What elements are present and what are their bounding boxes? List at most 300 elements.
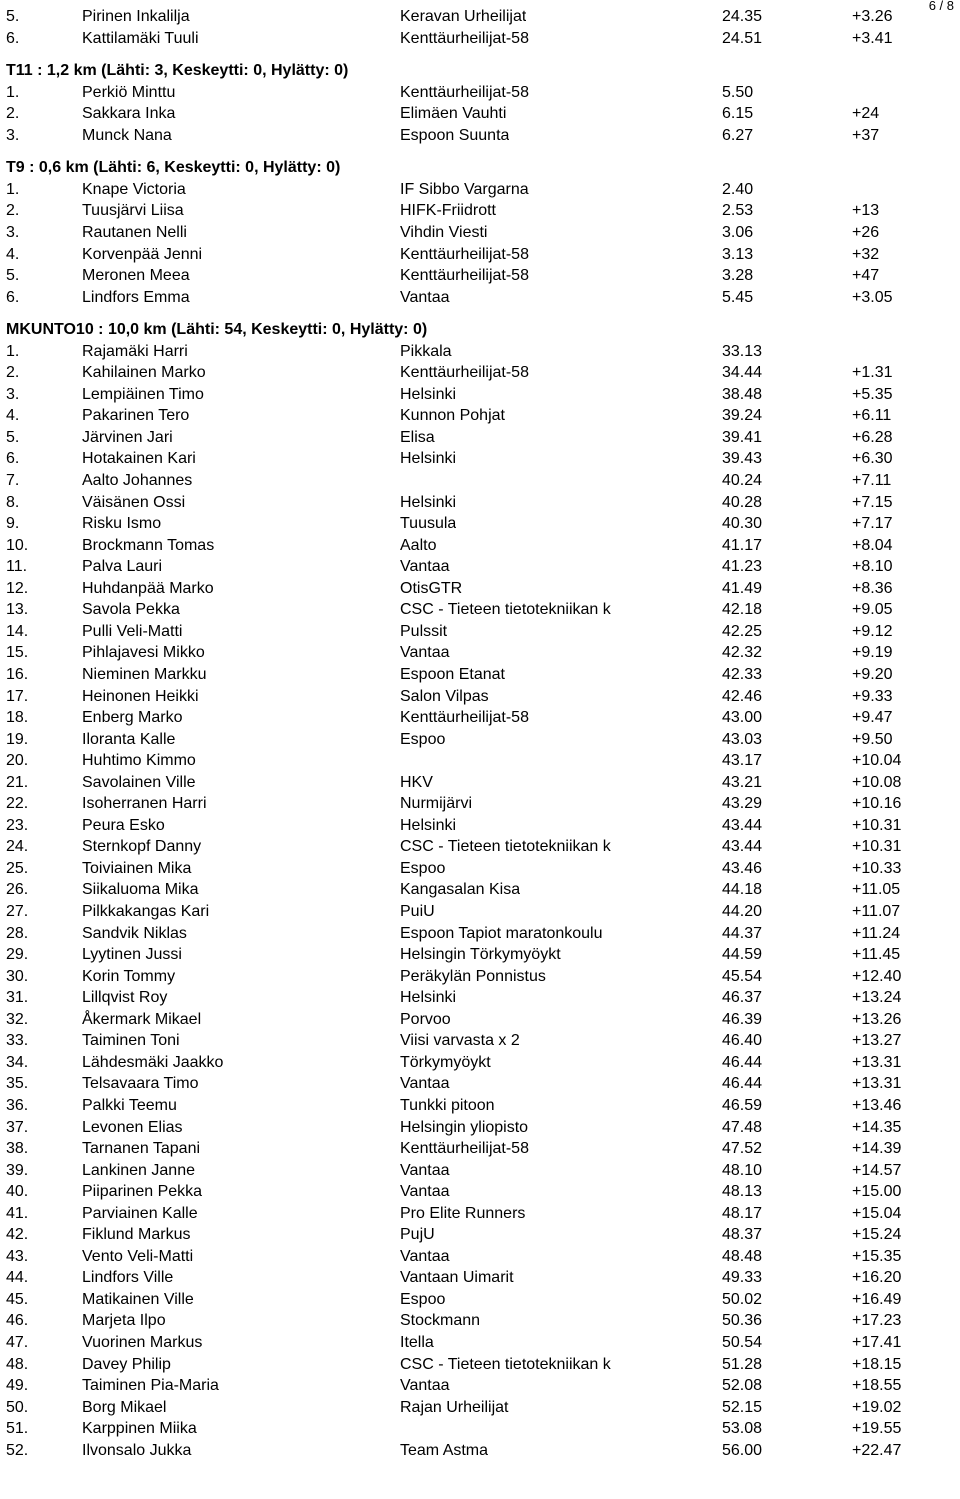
result-row (0, 967, 960, 989)
result-row (0, 1311, 960, 1333)
name-cell: Toiviainen Mika (82, 859, 192, 877)
rank-cell: 5. (6, 428, 20, 446)
name-cell: Aalto Johannes (82, 472, 193, 489)
result-row (0, 665, 960, 687)
club-cell: Vantaa (400, 1247, 450, 1265)
club-cell: Espoon Suunta (400, 126, 510, 144)
name-cell: Savolainen Ville (82, 773, 196, 791)
club-cell: Vantaa (400, 558, 450, 576)
rank-cell: 18. (6, 709, 29, 727)
name-cell: Knape Victoria (82, 180, 186, 198)
rank-cell: 4. (6, 407, 20, 425)
rank-cell: 3. (6, 385, 20, 403)
club-cell: Vihdin Viesti (400, 223, 488, 241)
club-cell: CSC - Tieteen tietotekniikan k (400, 1355, 611, 1373)
time-cell: 48.17 (722, 1204, 763, 1222)
diff-cell: +6.30 (852, 450, 893, 468)
name-cell: Pulli Veli-Matti (82, 622, 183, 640)
time-cell: 39.43 (722, 450, 763, 468)
diff-cell: +11.45 (852, 946, 901, 964)
club-cell: PuiU (400, 903, 435, 920)
diff-cell: +17.23 (852, 1312, 902, 1330)
result-row (0, 536, 960, 558)
time-cell: 47.52 (722, 1140, 763, 1158)
diff-cell: +9.50 (852, 730, 893, 748)
rank-cell: 11. (6, 558, 28, 576)
rank-cell: 45. (6, 1290, 29, 1308)
club-cell: Pikkala (400, 342, 452, 360)
name-cell: Lindfors Ville (82, 1269, 174, 1287)
name-cell: Levonen Elias (82, 1118, 183, 1136)
name-cell: Kattilamäki Tuuli (82, 29, 199, 47)
rank-cell: 9. (6, 515, 20, 533)
club-cell: Porvoo (400, 1010, 451, 1028)
club-cell: CSC - Tieteen tietotekniikan k (400, 838, 611, 856)
diff-cell: +10.33 (852, 859, 902, 877)
time-cell: 6.15 (722, 105, 754, 123)
name-cell: Vento Veli-Matti (82, 1247, 194, 1265)
name-cell: Munck Nana (82, 126, 172, 144)
club-cell: Tuusula (400, 515, 457, 533)
name-cell: Tarnanen Tapani (82, 1140, 201, 1158)
result-row (0, 924, 960, 946)
name-cell: Tuusjärvi Liisa (82, 202, 184, 220)
result-row (0, 245, 960, 267)
name-cell: Järvinen Jari (82, 428, 173, 446)
club-cell: Espoon Tapiot maratonkoulu (400, 924, 603, 942)
club-cell: CSC - Tieteen tietotekniikan k (400, 601, 611, 619)
diff-cell: +8.10 (852, 558, 893, 576)
diff-cell: +13.26 (852, 1010, 902, 1028)
result-row (0, 471, 960, 493)
name-cell: Lillqvist Roy (82, 989, 168, 1007)
name-cell: Korin Tommy (82, 967, 176, 985)
result-row (0, 1204, 960, 1226)
diff-cell: +13.24 (852, 989, 902, 1007)
rank-cell: 32. (6, 1010, 29, 1028)
name-cell: Iloranta Kalle (82, 730, 176, 748)
rank-cell: 43. (6, 1247, 29, 1265)
club-cell: Team Astma (400, 1441, 489, 1459)
club-cell: Aalto (400, 536, 437, 554)
time-cell: 46.44 (722, 1053, 763, 1071)
result-row (0, 29, 960, 51)
result-row (0, 514, 960, 536)
diff-cell: +32 (852, 245, 880, 263)
result-row (0, 1010, 960, 1032)
name-cell: Heinonen Heikki (82, 687, 199, 705)
result-row (0, 266, 960, 288)
result-row (0, 104, 960, 126)
club-cell: Espoo (400, 859, 446, 877)
name-cell: Huhtimo Kimmo (82, 752, 196, 770)
rank-cell: 2. (6, 202, 20, 220)
name-cell: Risku Ismo (82, 515, 162, 533)
time-cell: 6.27 (722, 126, 754, 144)
club-cell: Kenttäurheilijat-58 (400, 83, 529, 101)
time-cell: 39.24 (722, 407, 763, 425)
club-cell: Kenttäurheilijat-58 (400, 709, 529, 727)
diff-cell: +47 (852, 267, 880, 285)
club-cell: Peräkylän Ponnistus (400, 967, 546, 985)
time-cell: 48.48 (722, 1247, 763, 1265)
rank-cell: 47. (6, 1334, 29, 1351)
time-cell: 50.02 (722, 1290, 763, 1308)
result-row (0, 579, 960, 601)
name-cell: Huhdanpää Marko (82, 579, 214, 597)
result-row (0, 643, 960, 665)
club-cell: Espoon Etanat (400, 665, 505, 683)
diff-cell: +10.16 (852, 795, 902, 813)
name-cell: Savola Pekka (82, 601, 180, 619)
diff-cell: +1.31 (852, 364, 893, 382)
result-row (0, 816, 960, 838)
result-row (0, 1182, 960, 1204)
diff-cell: +15.35 (852, 1247, 902, 1265)
rank-cell: 51. (6, 1420, 29, 1438)
rank-cell: 44. (6, 1269, 29, 1287)
result-row (0, 180, 960, 202)
result-row (0, 1161, 960, 1183)
diff-cell: +3.05 (852, 288, 893, 306)
result-row (0, 83, 960, 105)
time-cell: 43.03 (722, 730, 763, 748)
time-cell: 42.33 (722, 665, 763, 683)
time-cell: 39.41 (722, 428, 763, 446)
diff-cell: +7.17 (852, 515, 893, 533)
diff-cell: +17.41 (852, 1334, 902, 1351)
club-cell: Stockmann (400, 1312, 481, 1330)
diff-cell: +18.15 (852, 1355, 902, 1373)
club-cell: Vantaa (400, 1075, 450, 1093)
club-cell: Helsingin Törkymyöykt (400, 946, 561, 964)
rank-cell: 37. (6, 1118, 29, 1136)
club-cell: Espoo (400, 1290, 446, 1308)
diff-cell: +19.02 (852, 1398, 902, 1416)
time-cell: 46.40 (722, 1032, 763, 1050)
rank-cell: 40. (6, 1183, 29, 1201)
name-cell: Isoherranen Harri (82, 795, 207, 813)
time-cell: 50.36 (722, 1312, 763, 1330)
name-cell: Sakkara Inka (82, 105, 176, 123)
time-cell: 51.28 (722, 1355, 763, 1373)
time-cell: 24.51 (722, 29, 763, 47)
rank-cell: 8. (6, 493, 20, 511)
diff-cell: +8.36 (852, 579, 893, 597)
diff-cell: +5.35 (852, 385, 893, 403)
diff-cell: +10.08 (852, 773, 902, 791)
diff-cell: +9.33 (852, 687, 893, 705)
rank-cell: 5. (6, 267, 20, 285)
name-cell: Fiklund Markus (82, 1226, 191, 1244)
diff-cell: +12.40 (852, 967, 902, 985)
rank-cell: 25. (6, 859, 29, 877)
diff-cell: +18.55 (852, 1377, 902, 1395)
time-cell: 43.44 (722, 816, 763, 834)
club-cell: Tunkki pitoon (400, 1096, 495, 1114)
time-cell: 3.28 (722, 267, 754, 285)
rank-cell: 31. (6, 989, 29, 1007)
club-cell: Kenttäurheilijat-58 (400, 29, 529, 47)
result-row (0, 902, 960, 924)
time-cell: 42.46 (722, 687, 763, 705)
diff-cell: +15.04 (852, 1204, 902, 1222)
rank-cell: 36. (6, 1096, 29, 1114)
name-cell: Davey Philip (82, 1355, 171, 1373)
rank-cell: 30. (6, 967, 29, 985)
club-cell: HKV (400, 773, 433, 791)
club-cell: Helsinki (400, 816, 457, 834)
time-cell: 44.37 (722, 924, 763, 942)
name-cell: Palva Lauri (82, 558, 163, 576)
club-cell: Kenttäurheilijat-58 (400, 245, 529, 263)
club-cell: Vantaa (400, 644, 450, 662)
diff-cell: +11.05 (852, 881, 901, 899)
time-cell: 46.39 (722, 1010, 763, 1028)
time-cell: 47.48 (722, 1118, 763, 1136)
result-row (0, 406, 960, 428)
club-cell: Vantaan Uimarit (400, 1269, 514, 1287)
club-cell: Vantaa (400, 1377, 450, 1395)
time-cell: 46.37 (722, 989, 763, 1007)
club-cell: Salon Vilpas (400, 687, 489, 705)
result-row (0, 1096, 960, 1118)
rank-cell: 27. (6, 903, 29, 920)
time-cell: 52.08 (722, 1377, 763, 1395)
result-row (0, 1419, 960, 1441)
diff-cell: +9.12 (852, 622, 893, 640)
rank-cell: 14. (6, 622, 29, 640)
time-cell: 41.17 (722, 536, 763, 554)
rank-cell: 6. (6, 288, 20, 306)
result-row (0, 385, 960, 407)
result-row (0, 730, 960, 752)
rank-cell: 5. (6, 8, 20, 25)
time-cell: 2.40 (722, 180, 754, 198)
result-row (0, 1268, 960, 1290)
name-cell: Lempiäinen Timo (82, 385, 204, 403)
rank-cell: 10. (6, 536, 29, 554)
club-cell: Helsinki (400, 989, 457, 1007)
result-row (0, 1053, 960, 1075)
club-cell: Vantaa (400, 288, 450, 306)
name-cell: Sandvik Niklas (82, 924, 187, 942)
result-row (0, 493, 960, 515)
result-row (0, 1031, 960, 1053)
time-cell: 40.30 (722, 515, 763, 533)
name-cell: Borg Mikael (82, 1398, 167, 1416)
result-row (0, 126, 960, 148)
club-cell: Helsingin yliopisto (400, 1118, 529, 1136)
result-row (0, 201, 960, 223)
name-cell: Vuorinen Markus (82, 1334, 203, 1351)
club-cell: Vantaa (400, 1161, 450, 1179)
time-cell: 43.29 (722, 795, 763, 813)
name-cell: Brockmann Tomas (82, 536, 215, 554)
club-cell: Kenttäurheilijat-58 (400, 364, 529, 382)
rank-cell: 23. (6, 816, 29, 834)
club-cell: Pulssit (400, 622, 448, 640)
diff-cell: +6.28 (852, 428, 893, 446)
result-row (0, 428, 960, 450)
rank-cell: 15. (6, 644, 29, 662)
club-cell: PujU (400, 1226, 435, 1244)
rank-cell: 4. (6, 245, 20, 263)
diff-cell: +19.55 (852, 1420, 902, 1438)
time-cell: 44.18 (722, 881, 763, 899)
result-row (0, 1225, 960, 1247)
rank-cell: 22. (6, 795, 29, 813)
rank-cell: 41. (6, 1204, 29, 1222)
name-cell: Väisänen Ossi (82, 493, 186, 511)
time-cell: 34.44 (722, 364, 763, 382)
diff-cell: +15.24 (852, 1226, 902, 1244)
time-cell: 3.06 (722, 223, 754, 241)
diff-cell: +13.31 (852, 1075, 902, 1093)
result-row (0, 557, 960, 579)
result-row (0, 945, 960, 967)
name-cell: Nieminen Markku (82, 665, 207, 683)
diff-cell: +3.41 (852, 29, 893, 47)
diff-cell: +9.20 (852, 665, 893, 683)
rank-cell: 20. (6, 752, 29, 770)
name-cell: Telsavaara Timo (82, 1075, 199, 1093)
time-cell: 40.24 (722, 472, 763, 489)
result-row (0, 880, 960, 902)
name-cell: Ilvonsalo Jukka (82, 1441, 192, 1459)
time-cell: 44.20 (722, 903, 763, 920)
name-cell: Taiminen Pia-Maria (82, 1377, 219, 1395)
name-cell: Korvenpää Jenni (82, 245, 203, 263)
club-cell: Itella (400, 1334, 434, 1351)
rank-cell: 21. (6, 773, 29, 791)
result-row (0, 600, 960, 622)
result-row (0, 223, 960, 245)
club-cell: IF Sibbo Vargarna (400, 180, 529, 198)
diff-cell: +16.20 (852, 1269, 902, 1287)
club-cell: Törkymyöykt (400, 1053, 491, 1071)
rank-cell: 35. (6, 1075, 29, 1093)
name-cell: Karppinen Miika (82, 1420, 197, 1438)
time-cell: 41.49 (722, 579, 763, 597)
diff-cell: +7.11 (852, 472, 892, 489)
name-cell: Matikainen Ville (82, 1290, 194, 1308)
diff-cell: +14.39 (852, 1140, 902, 1158)
result-row (0, 1074, 960, 1096)
result-row (0, 622, 960, 644)
result-row (0, 1290, 960, 1312)
result-row (0, 449, 960, 471)
club-cell: Pro Elite Runners (400, 1204, 526, 1222)
time-cell: 42.18 (722, 601, 763, 619)
diff-cell: +26 (852, 223, 880, 241)
result-row (0, 363, 960, 385)
club-cell: Helsinki (400, 385, 457, 403)
rank-cell: 16. (6, 665, 29, 683)
rank-cell: 6. (6, 450, 20, 468)
rank-cell: 49. (6, 1377, 29, 1395)
diff-cell: +15.00 (852, 1183, 902, 1201)
rank-cell: 50. (6, 1398, 29, 1416)
club-cell: Kunnon Pohjat (400, 407, 505, 425)
rank-cell: 46. (6, 1312, 29, 1330)
club-cell: Elimäen Vauhti (400, 105, 507, 123)
name-cell: Pakarinen Tero (82, 407, 190, 425)
name-cell: Hotakainen Kari (82, 450, 196, 468)
result-row (0, 837, 960, 859)
name-cell: Lyytinen Jussi (82, 946, 182, 964)
result-row (0, 708, 960, 730)
time-cell: 56.00 (722, 1441, 763, 1459)
name-cell: Pilkkakangas Kari (82, 903, 210, 920)
club-cell: Rajan Urheilijat (400, 1398, 509, 1416)
rank-cell: 7. (6, 472, 20, 489)
time-cell: 45.54 (722, 967, 763, 985)
diff-cell: +8.04 (852, 536, 893, 554)
result-row (0, 1441, 960, 1463)
time-cell: 2.53 (722, 202, 754, 220)
diff-cell: +13.46 (852, 1096, 902, 1114)
diff-cell: +37 (852, 126, 880, 144)
name-cell: Marjeta Ilpo (82, 1312, 166, 1330)
time-cell: 50.54 (722, 1334, 763, 1351)
diff-cell: +14.35 (852, 1118, 902, 1136)
rank-cell: 2. (6, 105, 20, 123)
result-row (0, 751, 960, 773)
club-cell: Espoo (400, 730, 446, 748)
rank-cell: 6. (6, 29, 20, 47)
result-row (0, 773, 960, 795)
club-cell: OtisGTR (400, 579, 463, 597)
rank-cell: 1. (6, 83, 20, 101)
time-cell: 44.59 (722, 946, 763, 964)
name-cell: Siikaluoma Mika (82, 881, 199, 899)
name-cell: Perkiö Minttu (82, 83, 176, 101)
diff-cell: +13.27 (852, 1032, 902, 1050)
diff-cell: +3.26 (852, 8, 893, 25)
diff-cell: +6.11 (852, 407, 892, 425)
rank-cell: 39. (6, 1161, 29, 1179)
name-cell: Rautanen Nelli (82, 223, 187, 241)
name-cell: Meronen Meea (82, 267, 190, 285)
result-row (0, 7, 960, 29)
result-row (0, 1247, 960, 1269)
name-cell: Palkki Teemu (82, 1096, 177, 1114)
rank-cell: 29. (6, 946, 29, 964)
club-cell: Nurmijärvi (400, 795, 472, 813)
time-cell: 49.33 (722, 1269, 763, 1287)
result-row (0, 1333, 960, 1355)
club-cell: Elisa (400, 428, 435, 446)
result-row (0, 988, 960, 1010)
rank-cell: 17. (6, 687, 29, 705)
diff-cell: +11.07 (852, 903, 901, 920)
time-cell: 41.23 (722, 558, 763, 576)
diff-cell: +13.31 (852, 1053, 902, 1071)
club-cell: HIFK-Friidrott (400, 202, 496, 220)
page-indicator: 6 / 8 (928, 0, 954, 13)
rank-cell: 48. (6, 1355, 29, 1373)
rank-cell: 52. (6, 1441, 29, 1459)
time-cell: 40.28 (722, 493, 763, 511)
name-cell: Piiparinen Pekka (82, 1183, 203, 1201)
time-cell: 48.37 (722, 1226, 763, 1244)
club-cell: Vantaa (400, 1183, 450, 1201)
diff-cell: +16.49 (852, 1290, 902, 1308)
time-cell: 43.17 (722, 752, 763, 770)
result-row (0, 1376, 960, 1398)
time-cell: 33.13 (722, 342, 763, 360)
